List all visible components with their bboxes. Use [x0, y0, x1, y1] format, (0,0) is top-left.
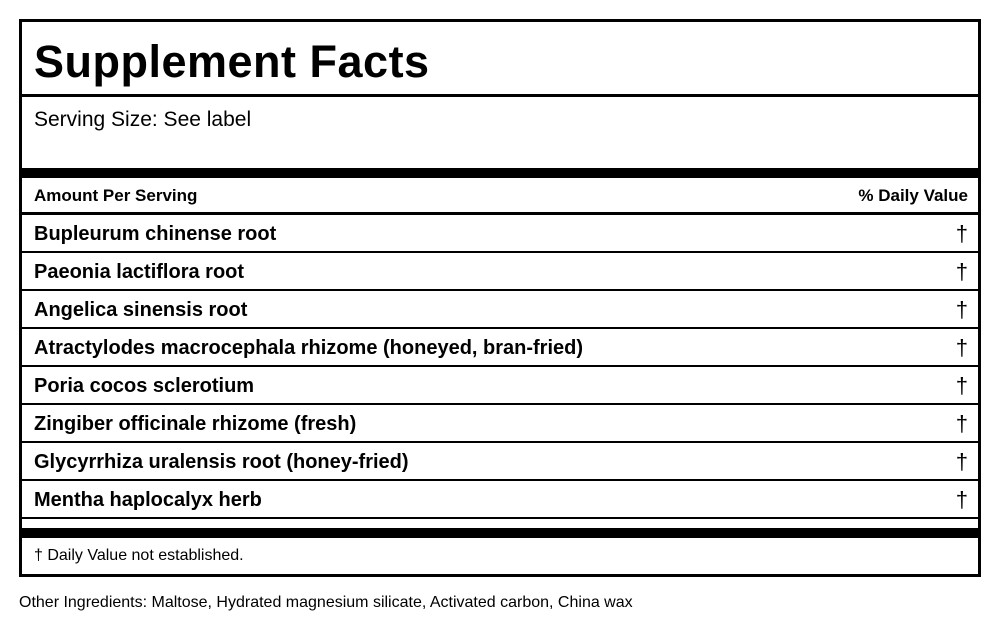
serving-section: [22, 97, 978, 168]
ingredient-name: Poria cocos sclerotium: [34, 375, 255, 397]
supplement-facts-panel: [19, 19, 981, 577]
ingredient-daily-value: †: [955, 411, 968, 436]
ingredient-name: Glycyrrhiza uralensis root (honey-fried): [34, 451, 409, 473]
ingredient-daily-value: †: [955, 221, 968, 246]
panel-title: Supplement Facts: [34, 36, 430, 87]
ingredient-name: Angelica sinensis root: [34, 299, 248, 321]
table-row: [22, 367, 978, 405]
serving-size: Serving Size: See label: [34, 108, 252, 131]
ingredient-daily-value: †: [955, 449, 968, 474]
ingredient-name: Bupleurum chinense root: [34, 223, 277, 245]
ingredient-daily-value: †: [955, 335, 968, 360]
table-row: [22, 291, 978, 329]
ingredient-list: [22, 215, 978, 519]
ingredient-name: Zingiber officinale rhizome (fresh): [34, 413, 357, 435]
table-row: [22, 253, 978, 291]
amount-per-serving-header: Amount Per Serving: [34, 186, 198, 205]
ingredient-name: Mentha haplocalyx herb: [34, 489, 262, 511]
table-header: [22, 178, 978, 215]
table-row: [22, 405, 978, 443]
ingredient-daily-value: †: [955, 487, 968, 512]
table-row: [22, 481, 978, 519]
ingredient-name: Paeonia lactiflora root: [34, 261, 245, 283]
table-row: [22, 443, 978, 481]
ingredient-daily-value: †: [955, 259, 968, 284]
thick-divider-top: [22, 168, 978, 178]
ingredient-daily-value: †: [955, 297, 968, 322]
other-ingredients: Other Ingredients: Maltose, Hydrated magnesium silicate, Activated carbon, China wax: [19, 594, 633, 611]
ingredient-daily-value: †: [955, 373, 968, 398]
table-row: [22, 329, 978, 367]
daily-value-header: % Daily Value: [858, 186, 968, 205]
daily-value-footnote: † Daily Value not established.: [34, 547, 244, 564]
thick-divider-bottom: [22, 528, 978, 538]
ingredient-name: Atractylodes macrocephala rhizome (honeyed, bran-fried): [34, 337, 584, 359]
table-row: [22, 215, 978, 253]
title-section: [22, 22, 978, 97]
